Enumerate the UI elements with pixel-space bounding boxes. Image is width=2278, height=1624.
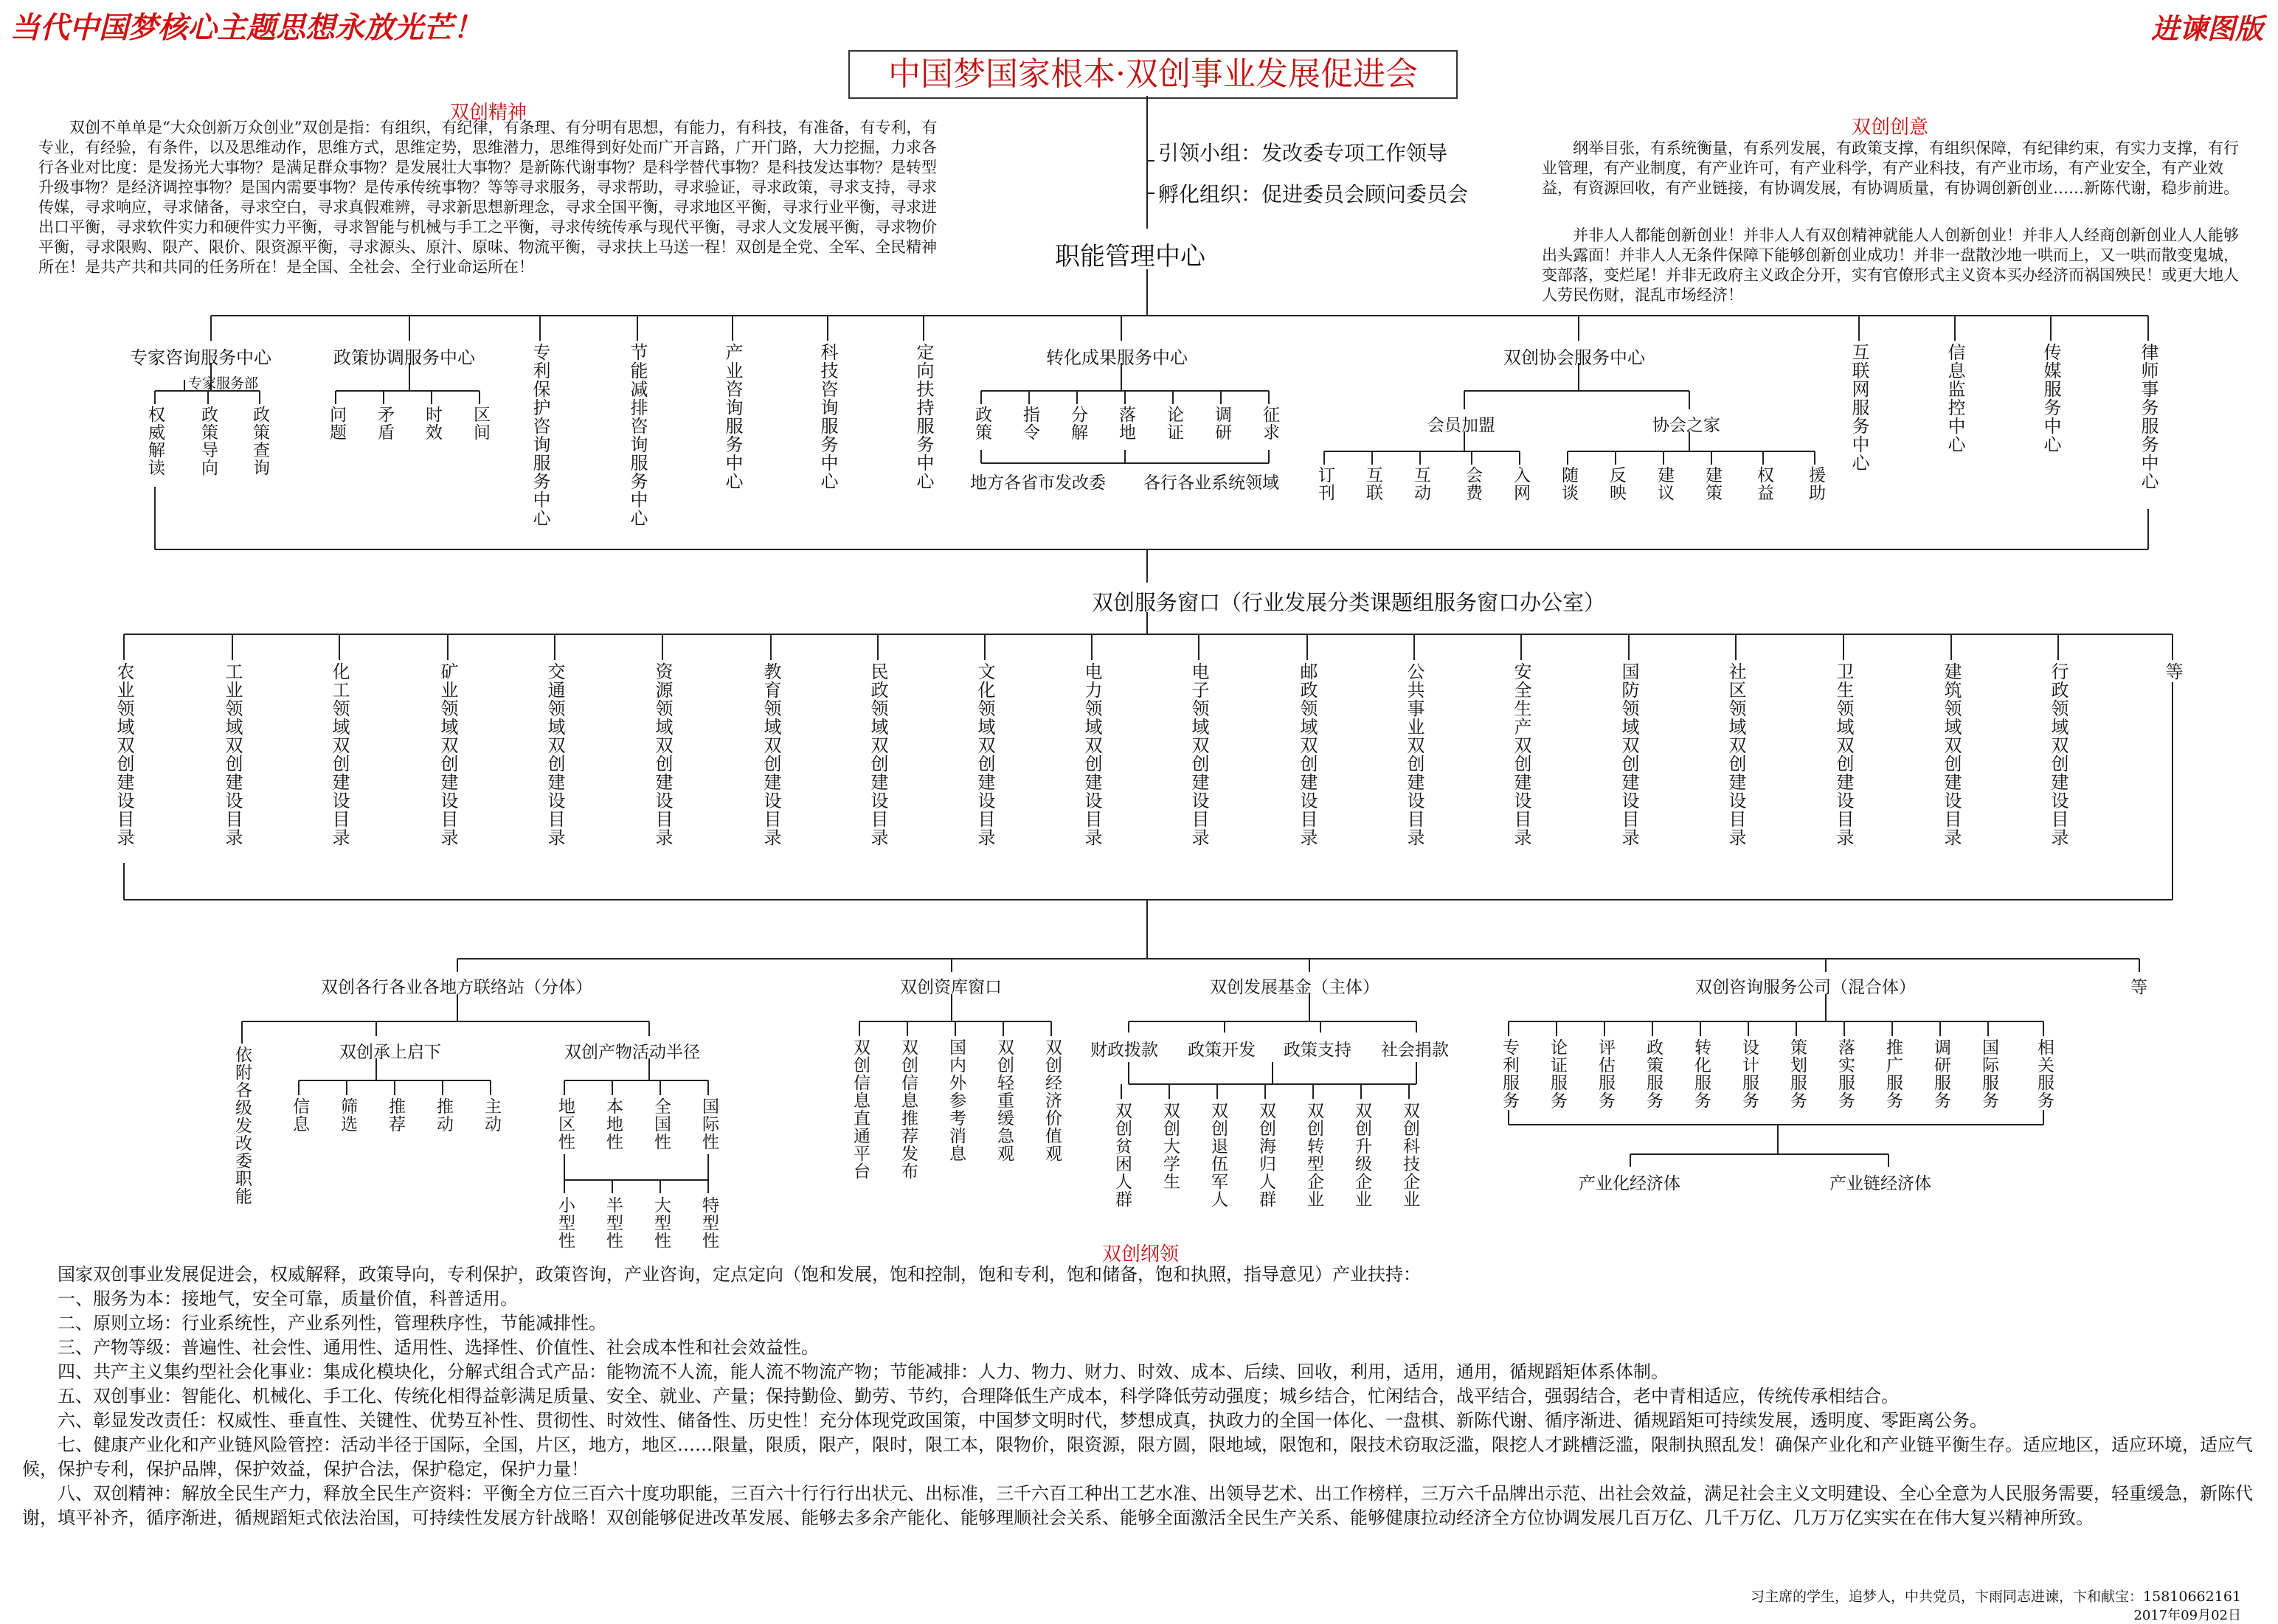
fund-sub: 双创升级企业 (1352, 1102, 1371, 1208)
assoc-member-item: 会费 (1463, 466, 1482, 502)
assoc-home-item: 建议 (1655, 466, 1674, 502)
chengshang-item: 筛选 (338, 1097, 357, 1133)
consult-sub: 产业链经济体 (1829, 1174, 1931, 1193)
support-center: 定向扶持服务中心 (913, 343, 934, 490)
chengshang-item: 推动 (434, 1097, 453, 1133)
policy-item: 区间 (471, 406, 490, 441)
tech-center: 科技咨询服务中心 (817, 343, 838, 490)
sector-item: 行政领域双创建设目录 (2048, 662, 2068, 847)
assoc-home-item: 建策 (1703, 466, 1722, 502)
sector-item: 矿业领域双创建设目录 (437, 662, 458, 847)
consult-item: 转化服务 (1692, 1038, 1711, 1109)
outline-item: 一、服务为本：接地气，安全可靠，质量价值，科普适用。 (58, 1288, 518, 1309)
page-title: 中国梦国家根本·双创事业发展促进会 (848, 50, 1458, 99)
transform-item: 分解 (1068, 406, 1087, 441)
sector-item: 交通领域双创建设目录 (544, 662, 565, 847)
huodong-sub: 半型性 (603, 1196, 623, 1249)
sector-item: 建筑领域双创建设目录 (1941, 662, 1962, 847)
consult-item: 调研服务 (1931, 1038, 1950, 1109)
consult-item: 国际服务 (1979, 1038, 1998, 1109)
signature: 习主席的学生，追梦人，中共党员，卞雨同志进谏，卞和献宝：15810662161 (1751, 1589, 2241, 1605)
sector-item: 安全生产双创建设目录 (1511, 662, 1531, 847)
consult-sub: 产业化经济体 (1579, 1174, 1680, 1193)
date: 2017年09月02日 (2133, 1608, 2241, 1623)
transform-item: 调研 (1212, 406, 1231, 441)
chengshang-label: 双创承上启下 (339, 1043, 441, 1062)
fund-sub: 双创大学生 (1160, 1102, 1180, 1190)
outline-intro: 国家双创事业发展促进会，权威解释，政策导向，专利保护，政策咨询，产业咨询，定点定向（饱和发展，饱和控制，饱和专利，饱和储备，饱和执照，指导意见）产业扶持： (58, 1264, 1421, 1285)
consult-label: 双创咨询服务公司（混合体） (1695, 978, 1916, 997)
fund-item: 财政拨款 (1090, 1041, 1158, 1060)
consult-item: 相关服务 (2035, 1038, 2054, 1109)
fund-sub: 双创贫困人群 (1112, 1102, 1132, 1208)
huodong-sub: 特型性 (699, 1196, 719, 1249)
spirit-title: 双创精神 (450, 102, 527, 124)
sector-item: 农业领域双创建设目录 (114, 662, 134, 847)
consult-item: 设计服务 (1739, 1038, 1759, 1109)
database-item: 双创经济价值观 (1042, 1038, 1062, 1162)
fund-item: 社会捐款 (1381, 1041, 1449, 1060)
fund-sub: 双创科技企业 (1400, 1102, 1419, 1208)
spirit-text: 双创不单单是“大众创新万众创业”双创是指：有组织，有纪律，有条理、有分明有思想，有能力，有科技，有准备，有专利，有专业，有经验，有条件，以及思维动作，思维方式，思维定势，思维潜力，思维得到好处而广开言路，广开门路，大力挖掘，力求各行各业对比度：是发扬光大事物？是满足群众事物？是发展壮大事物？是新陈代谢事物？是科学替代事物？是科技发达事物？是转型升级事物？是经济调控事物？是国内需要事物？是传承传统事物？等等寻求服务，寻求帮助，寻求验证，寻求政策，寻求支持，寻求传媒，寻求响应，寻求储备，寻求空白，寻求真假难辨，寻求新思想新理念，寻求全国平衡，寻求地区平衡，寻求行业平衡，寻求进出口平衡，寻求软件实力和硬件实力平衡，寻求智能与机械与手工之平衡，寻求传统传承与现代平衡，寻求人文发展平衡，寻求物价平衡，寻求限购、限产、限价、限资源平衡，寻求源头、原汁、原味、物流平衡，寻求扶上马送一程！双创是全党、全军、全民精神所在！是共产共和共同的任务所在！是全国、全社会、全行业命运所在！ (38, 119, 938, 276)
sector-item: 电子领域双创建设目录 (1188, 662, 1209, 847)
transform-item: 征求 (1260, 406, 1279, 441)
service-window: 双创服务窗口（行业发展分类课题组服务窗口办公室） (1092, 590, 1606, 615)
assoc-member: 会员加盟 (1427, 416, 1495, 435)
industry-center: 产业咨询服务中心 (722, 343, 743, 490)
incubation-group: 孵化组织：促进委员会顾问委员会 (1158, 182, 1469, 207)
creative-title: 双创创意 (1852, 117, 1929, 139)
consult-item: 落实服务 (1835, 1038, 1855, 1109)
assoc-center: 双创协会服务中心 (1503, 347, 1645, 368)
fund-sub: 双创退伍军人 (1208, 1102, 1228, 1208)
outline-item: 七、健康产业化和产业链风险管控：活动半径于国际，全国，片区，地方，地区……限量，限质，限产，限时，限工本，限物价，限资源，限方圆，限地域，限饱和，限技术窃取泛滥，限挖人才跳槽泛滥，限制执照乱发！确保产业化和产业链平衡生存。适应地区，适应环境，适应气候，保护专利，保护品牌，保护效益，保护合法，保护稳定，保护力量！ (22, 1434, 2253, 1479)
fund-sub: 双创转型企业 (1304, 1102, 1323, 1208)
chengshang-item: 信息 (290, 1097, 309, 1133)
assoc-home-item: 援助 (1806, 466, 1825, 502)
consult-item: 政策服务 (1644, 1038, 1663, 1109)
huodong-item: 地区性 (555, 1097, 575, 1151)
expert-dept: 专家服务部 (188, 375, 259, 392)
policy-item: 矛盾 (375, 406, 394, 441)
transform-item: 政策 (972, 406, 991, 441)
sector-item: 资源领域双创建设目录 (652, 662, 673, 847)
policy-item: 问题 (327, 406, 346, 441)
policy-item: 时效 (423, 406, 442, 441)
sector-item: 电力领域双创建设目录 (1081, 662, 1102, 847)
lawyer-center: 律师事务服务中心 (2138, 343, 2158, 490)
expert-item: 权威解读 (145, 406, 165, 476)
fund-label: 双创发展基金（主体） (1210, 978, 1379, 997)
assoc-home-item: 权益 (1754, 466, 1773, 502)
huodong-item: 本地性 (603, 1097, 623, 1151)
consult-item: 专利服务 (1500, 1038, 1519, 1109)
outline-item: 八、双创精神：解放全民生产力，释放全民生产资料：平衡全方位三百六十度功职能，三百六十行行行出状元、出标准，三千六百工种出工艺水准、出领导艺术、出工作榜样，三万六千品牌出示范、出社会效益，满足社会主义文明建设、全心全意为人民服务需要，轻重缓急，新陈代谢，填平补齐，循序渐进，循规蹈矩式依法治国，可持续性发展方针战略！双创能够促进改革发展、能够去多余产能化、能够理顺社会关系、能够全面激活全民生产关系、能够健康拉动经济全方位协调发展几百万亿、几千万亿、几万万亿实实在在伟大复兴精神所致。 (22, 1483, 2253, 1528)
huodong-item: 国际性 (699, 1097, 719, 1151)
outline-item: 二、原则立场：行业系统性，产业系列性，管理秩序性，节能减排性。 (58, 1313, 606, 1333)
sector-item: 国防领域双创建设目录 (1619, 662, 1639, 847)
monitor-center: 信息监控中心 (1945, 343, 1965, 454)
outline-text (22, 1263, 2257, 1530)
assoc-member-item: 订刊 (1315, 466, 1334, 502)
creative-text-1: 纲举目张，有系统衡量，有系列发展，有政策支撑，有组织保障，有纪律约束，有实力支撑，有行业管理，有产业制度，有产业许可，有产业科学，有产业科技，有产业市场，有产业安全，有产业效益，有资源回收，有产业链接，有协调发展，有协调质量，有协调创新创业……新陈代谢，稳步前进。 (1542, 139, 2239, 197)
database-item: 双创信息推荐发布 (899, 1038, 918, 1180)
database-label: 双创资库窗口 (900, 978, 1002, 997)
chengshang-item: 主动 (482, 1097, 501, 1133)
fund-item: 政策开发 (1188, 1041, 1256, 1060)
outline-title: 双创纲领 (1102, 1243, 1180, 1266)
sector-item: 等 (2162, 662, 2183, 681)
assoc-member-item: 互动 (1411, 466, 1430, 502)
assoc-member-item: 互联 (1363, 466, 1382, 502)
transform-bottom-left: 地方各省市发改委 (970, 473, 1106, 493)
sector-item: 邮政领域双创建设目录 (1297, 662, 1318, 847)
sector-item: 卫生领域双创建设目录 (1833, 662, 1854, 847)
transform-bottom-right: 各行各业系统领域 (1143, 473, 1279, 493)
energy-center: 节能减排咨询服务中心 (627, 343, 648, 527)
slogan: 当代中国梦核心主题思想永放光芒！ (10, 10, 482, 45)
database-item: 国内外参考消息 (946, 1038, 966, 1162)
database-item: 双创信息直通平台 (851, 1038, 870, 1180)
sector-item: 民政领域双创建设目录 (868, 662, 888, 847)
fund-item: 政策支持 (1284, 1041, 1351, 1060)
sector-item: 工业领域双创建设目录 (222, 662, 243, 847)
outline-item: 三、产物等级：普遍性、社会性、通用性、适用性、选择性、价值性、社会成本性和社会效益性。 (58, 1337, 819, 1358)
media-center: 传媒服务中心 (2040, 343, 2061, 454)
station-left: 依附各级发改委职能 (232, 1046, 252, 1205)
sector-item: 教育领域双创建设目录 (761, 662, 781, 847)
consult-item: 策划服务 (1787, 1038, 1807, 1109)
expert-item: 政策查询 (250, 406, 269, 476)
chengshang-item: 推荐 (386, 1097, 405, 1133)
tier3-etc: 等 (2130, 978, 2147, 997)
consult-item: 论证服务 (1548, 1038, 1567, 1109)
huodong-item: 全国性 (651, 1097, 671, 1151)
database-item: 双创轻重缓急观 (994, 1038, 1014, 1162)
transform-center: 转化成果服务中心 (1046, 347, 1188, 368)
management-center: 职能管理中心 (1055, 242, 1205, 271)
sector-item: 社区领域双创建设目录 (1725, 662, 1746, 847)
expert-center: 专家咨询服务中心 (130, 347, 271, 368)
internet-center: 互联网服务中心 (1849, 343, 1869, 472)
assoc-home: 协会之家 (1652, 416, 1720, 435)
huodong-sub: 小型性 (555, 1196, 575, 1249)
consult-item: 评估服务 (1596, 1038, 1615, 1109)
creative-text-2: 并非人人都能创新创业！并非人人有双创精神就能人人创新创业！并非人人经商创新创业人人能够出头露面！并非人人无条件保障下能够创新创业成功！并非一盘散沙地一哄而上，又一哄而散变鬼城，变部落，变烂尾！并非无政府主义政企分开，实有官僚形式主义资本买办经济而祸国殃民！或更大地人人劳民伤财，混乱市场经济！ (1542, 226, 2239, 304)
consult-item: 推广服务 (1883, 1038, 1903, 1109)
edition-label: 进谏图版 (2150, 12, 2263, 45)
outline-item: 六、彰显发改责任：权威性、垂直性、关键性、优势互补性、贯彻性、时效性、储备性、历史性！充分体现党政国策，中国梦文明时代，梦想成真，执政力的全国一体化、一盘棋、新陈代谢、循序渐进、循规蹈矩可持续发展，透明度、零距离公务。 (58, 1410, 1987, 1431)
transform-item: 论证 (1164, 406, 1183, 441)
assoc-home-item: 随谈 (1559, 466, 1578, 502)
sector-item: 化工领域双创建设目录 (329, 662, 350, 847)
station-label: 双创各行各业各地方联络站（分体） (321, 978, 592, 997)
lead-group: 引领小组：发改委专项工作领导 (1158, 141, 1448, 165)
fund-sub: 双创海归人群 (1256, 1102, 1275, 1208)
patent-center: 专利保护咨询服务中心 (530, 343, 550, 527)
sector-item: 公共事业双创建设目录 (1404, 662, 1424, 847)
policy-center: 政策协调服务中心 (333, 347, 475, 368)
assoc-home-item: 反映 (1607, 466, 1626, 502)
sector-item: 文化领域双创建设目录 (974, 662, 995, 847)
assoc-member-item: 入网 (1511, 466, 1530, 502)
transform-item: 指令 (1020, 406, 1039, 441)
huodong-label: 双创产物活动半径 (564, 1043, 700, 1062)
huodong-sub: 大型性 (651, 1196, 671, 1249)
transform-item: 落地 (1116, 406, 1135, 441)
expert-item: 政策导向 (198, 406, 218, 476)
outline-item: 五、双创事业：智能化、机械化、手工化、传统化相得益彰满足质量、安全、就业、产量；保持勤俭、勤劳、节约，合理降低生产成本，科学降低劳动强度；城乡结合，忙闲结合，战平结合，强弱结合，老中青相适应，传统传承相结合。 (58, 1386, 1899, 1406)
outline-item: 四、共产主义集约型社会化事业：集成化模块化，分解式组合式产品：能物流不人流，能人流不物流产物；节能减排：人力、物力、财力、时效、成本、后续、回收，利用，适用，通用，循规蹈矩体系体制。 (58, 1361, 1669, 1382)
